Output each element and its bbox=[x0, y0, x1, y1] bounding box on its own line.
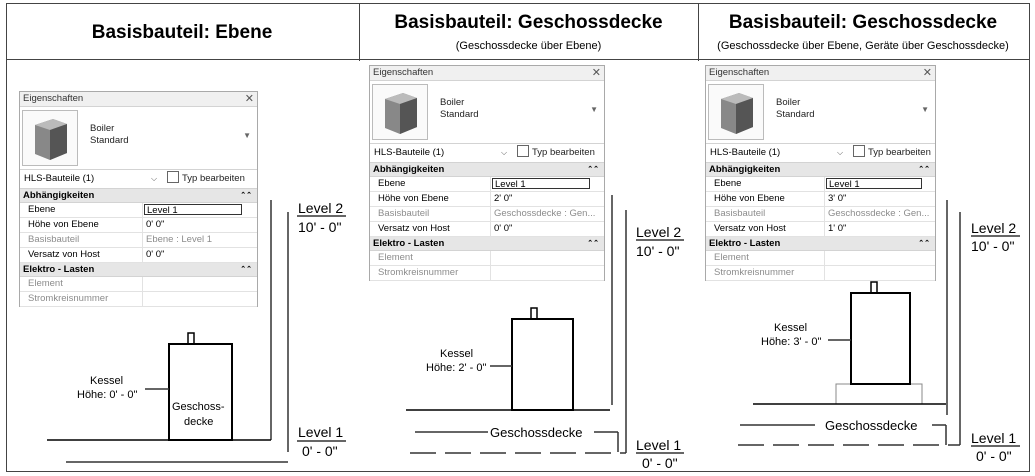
level-1-name: Level 1 bbox=[298, 424, 344, 440]
level-1-name: Level 1 bbox=[971, 430, 1017, 446]
collapse-icon[interactable]: ⌃⌃ bbox=[587, 240, 599, 247]
edit-type-label: Typ bearbeiten bbox=[182, 173, 245, 184]
close-icon[interactable]: ✕ bbox=[922, 67, 932, 79]
filter-label: HLS-Bauteile (1) bbox=[710, 147, 781, 158]
host-value: Ebene : Level 1 bbox=[146, 234, 213, 245]
property-label: Höhe von Ebene bbox=[714, 193, 785, 204]
host-value: Geschossdecke : Gen... bbox=[828, 208, 930, 219]
collapse-icon[interactable]: ⌃⌃ bbox=[240, 192, 252, 199]
property-label: Basisbauteil bbox=[378, 208, 430, 219]
boiler-pipe bbox=[871, 282, 877, 293]
boiler-shape bbox=[851, 293, 910, 384]
boiler-label: Kessel bbox=[440, 348, 474, 360]
panel-title: Eigenschaften bbox=[709, 67, 770, 78]
floor-label: Geschossdecke bbox=[490, 425, 583, 440]
boiler-height: Höhe: 0' - 0" bbox=[77, 389, 138, 401]
filter-label: HLS-Bauteile (1) bbox=[374, 147, 445, 158]
group-label: Abhängigkeiten bbox=[373, 164, 445, 175]
level-2-name: Level 2 bbox=[971, 220, 1017, 236]
property-label: Höhe von Ebene bbox=[28, 219, 99, 230]
type-variant: Standard bbox=[90, 135, 129, 146]
type-family: Boiler bbox=[776, 97, 801, 108]
filter-label: HLS-Bauteile (1) bbox=[24, 173, 95, 184]
property-label: Element bbox=[28, 278, 63, 289]
property-label: Versatz von Host bbox=[28, 249, 100, 260]
chevron-down-icon[interactable]: ⌵ bbox=[837, 148, 844, 157]
level-1-name: Level 1 bbox=[636, 437, 682, 453]
boiler-pipe bbox=[531, 308, 537, 319]
offset-level-value[interactable]: 0' 0" bbox=[146, 219, 165, 230]
property-label: Basisbauteil bbox=[28, 234, 80, 245]
level-2-elevation: 10' - 0" bbox=[298, 219, 342, 235]
level-2-elevation: 10' - 0" bbox=[971, 238, 1015, 254]
property-label: Ebene bbox=[378, 178, 406, 189]
property-label: Element bbox=[378, 252, 413, 263]
edit-type-label: Typ bearbeiten bbox=[868, 147, 931, 158]
property-label: Element bbox=[714, 252, 749, 263]
group-label: Elektro - Lasten bbox=[709, 238, 781, 249]
equipment-pad bbox=[836, 384, 922, 404]
property-label: Stromkreisnummer bbox=[28, 293, 109, 304]
column-subtitle-2: (Geschossdecke über Ebene) bbox=[455, 40, 602, 52]
boiler-height: Höhe: 3' - 0" bbox=[761, 336, 822, 348]
panel-title: Eigenschaften bbox=[23, 93, 84, 104]
collapse-icon[interactable]: ⌃⌃ bbox=[918, 240, 930, 247]
level-1-elevation: 0' - 0" bbox=[976, 448, 1012, 464]
property-label: Stromkreisnummer bbox=[714, 267, 795, 278]
property-label: Stromkreisnummer bbox=[378, 267, 459, 278]
level-2-name: Level 2 bbox=[298, 200, 344, 216]
column-title-2: Basisbauteil: Geschossdecke bbox=[394, 12, 663, 33]
level-1-elevation: 0' - 0" bbox=[642, 455, 678, 471]
dropdown-arrow-icon[interactable]: ▼ bbox=[243, 131, 251, 140]
offset-level-value[interactable]: 2' 0" bbox=[494, 193, 513, 204]
type-variant: Standard bbox=[776, 109, 815, 120]
boiler-pipe bbox=[188, 333, 194, 344]
boiler-label: Kessel bbox=[90, 375, 124, 387]
group-label: Elektro - Lasten bbox=[23, 264, 95, 275]
group-label: Abhängigkeiten bbox=[709, 164, 781, 175]
collapse-icon[interactable]: ⌃⌃ bbox=[587, 166, 599, 173]
boiler-height: Höhe: 2' - 0" bbox=[426, 362, 487, 374]
boiler-inside-line2: decke bbox=[184, 416, 214, 428]
property-label: Versatz von Host bbox=[714, 223, 786, 234]
property-label: Höhe von Ebene bbox=[378, 193, 449, 204]
floor-label: Geschossdecke bbox=[825, 418, 918, 433]
offset-host-value[interactable]: 0' 0" bbox=[494, 223, 513, 234]
column-title-3: Basisbauteil: Geschossdecke bbox=[728, 12, 998, 33]
chevron-down-icon[interactable]: ⌵ bbox=[501, 148, 508, 157]
level-2-name: Level 2 bbox=[636, 224, 682, 240]
property-label: Basisbauteil bbox=[714, 208, 766, 219]
close-icon[interactable]: ✕ bbox=[591, 67, 601, 79]
property-label: Ebene bbox=[714, 178, 742, 189]
level-1-elevation: 0' - 0" bbox=[302, 443, 338, 459]
group-label: Elektro - Lasten bbox=[373, 238, 445, 249]
property-label: Versatz von Host bbox=[378, 223, 450, 234]
level-value-field[interactable]: Level 1 bbox=[492, 178, 590, 189]
offset-host-value[interactable]: 1' 0" bbox=[828, 223, 847, 234]
boiler-label: Kessel bbox=[774, 322, 808, 334]
host-value: Geschossdecke : Gen... bbox=[494, 208, 596, 219]
type-family: Boiler bbox=[90, 123, 115, 134]
group-label: Abhängigkeiten bbox=[23, 190, 95, 201]
property-label: Ebene bbox=[28, 204, 56, 215]
collapse-icon[interactable]: ⌃⌃ bbox=[918, 166, 930, 173]
chevron-down-icon[interactable]: ⌵ bbox=[151, 174, 158, 183]
type-family: Boiler bbox=[440, 97, 465, 108]
level-2-elevation: 10' - 0" bbox=[636, 243, 680, 259]
dropdown-arrow-icon[interactable]: ▼ bbox=[921, 105, 929, 114]
panel-title: Eigenschaften bbox=[373, 67, 434, 78]
level-value-field[interactable]: Level 1 bbox=[826, 178, 922, 189]
type-variant: Standard bbox=[440, 109, 479, 120]
boiler-shape bbox=[512, 319, 573, 410]
edit-type-label: Typ bearbeiten bbox=[532, 147, 595, 158]
offset-level-value[interactable]: 3' 0" bbox=[828, 193, 847, 204]
column-subtitle-3: (Geschossdecke über Ebene, Geräte über Geschossdecke) bbox=[717, 40, 1009, 52]
collapse-icon[interactable]: ⌃⌃ bbox=[240, 266, 252, 273]
offset-host-value[interactable]: 0' 0" bbox=[146, 249, 165, 260]
dropdown-arrow-icon[interactable]: ▼ bbox=[590, 105, 598, 114]
column-title-1: Basisbauteil: Ebene bbox=[91, 22, 273, 43]
boiler-inside-line1: Geschoss- bbox=[172, 401, 225, 413]
level-value-field[interactable]: Level 1 bbox=[144, 204, 242, 215]
close-icon[interactable]: ✕ bbox=[244, 93, 254, 105]
